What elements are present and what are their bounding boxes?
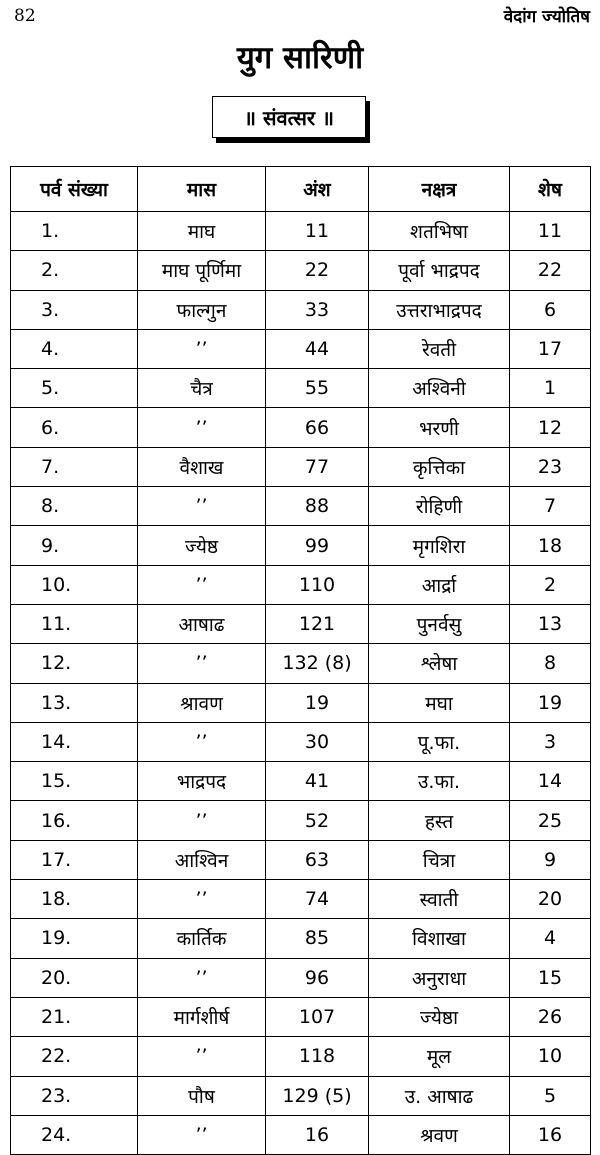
nakshatra-cell: शतभिषा xyxy=(369,212,510,251)
month-cell: ’’ xyxy=(138,1037,266,1076)
month-cell: ’’ xyxy=(138,408,266,447)
month-cell: ’’ xyxy=(138,329,266,368)
nakshatra-cell: उत्तराभाद्रपद xyxy=(369,290,510,329)
remainder-cell: 4 xyxy=(510,919,591,958)
nakshatra-cell: रोहिणी xyxy=(369,487,510,526)
table-row xyxy=(11,604,591,643)
remainder-cell: 23 xyxy=(510,447,591,486)
degree-cell: 121 xyxy=(266,604,369,643)
table-row xyxy=(11,762,591,801)
degree-cell: 22 xyxy=(266,251,369,290)
parva-number-cell: 24. xyxy=(11,1115,138,1154)
degree-cell: 129 (5) xyxy=(266,1076,369,1115)
page-number: 82 xyxy=(14,6,36,26)
column-header: अंश xyxy=(266,167,369,212)
month-cell: ’’ xyxy=(138,958,266,997)
table-row xyxy=(11,683,591,722)
month-cell: फाल्गुन xyxy=(138,290,266,329)
nakshatra-cell: ज्येष्ठा xyxy=(369,997,510,1036)
nakshatra-cell: उ.फा. xyxy=(369,762,510,801)
nakshatra-cell: मूल xyxy=(369,1037,510,1076)
degree-cell: 132 (8) xyxy=(266,644,369,683)
remainder-cell: 16 xyxy=(510,1115,591,1154)
remainder-cell: 10 xyxy=(510,1037,591,1076)
degree-cell: 11 xyxy=(266,212,369,251)
nakshatra-cell: आर्द्रा xyxy=(369,565,510,604)
nakshatra-cell: अनुराधा xyxy=(369,958,510,997)
degree-cell: 118 xyxy=(266,1037,369,1076)
column-header: पर्व संख्या xyxy=(11,167,138,212)
degree-cell: 110 xyxy=(266,565,369,604)
nakshatra-cell: उ. आषाढ xyxy=(369,1076,510,1115)
degree-cell: 96 xyxy=(266,958,369,997)
month-cell: वैशाख xyxy=(138,447,266,486)
nakshatra-cell: हस्त xyxy=(369,801,510,840)
remainder-cell: 19 xyxy=(510,683,591,722)
table-row xyxy=(11,1115,591,1154)
month-cell: भाद्रपद xyxy=(138,762,266,801)
month-cell: ’’ xyxy=(138,644,266,683)
month-cell: आश्विन xyxy=(138,840,266,879)
table-row xyxy=(11,565,591,604)
parva-number-cell: 10. xyxy=(11,565,138,604)
yuga-table xyxy=(10,166,591,1155)
parva-number-cell: 21. xyxy=(11,997,138,1036)
nakshatra-cell: विशाखा xyxy=(369,919,510,958)
parva-number-cell: 11. xyxy=(11,604,138,643)
parva-number-cell: 16. xyxy=(11,801,138,840)
nakshatra-cell: चित्रा xyxy=(369,840,510,879)
parva-number-cell: 13. xyxy=(11,683,138,722)
degree-cell: 77 xyxy=(266,447,369,486)
parva-number-cell: 4. xyxy=(11,329,138,368)
table-row xyxy=(11,722,591,761)
table-row xyxy=(11,880,591,919)
nakshatra-cell: अश्विनी xyxy=(369,369,510,408)
degree-cell: 66 xyxy=(266,408,369,447)
table-row xyxy=(11,487,591,526)
month-cell: चैत्र xyxy=(138,369,266,408)
nakshatra-cell: भरणी xyxy=(369,408,510,447)
parva-number-cell: 19. xyxy=(11,919,138,958)
table-row xyxy=(11,644,591,683)
nakshatra-cell: कृत्तिका xyxy=(369,447,510,486)
table-row xyxy=(11,526,591,565)
degree-cell: 107 xyxy=(266,997,369,1036)
nakshatra-cell: पूर्वा भाद्रपद xyxy=(369,251,510,290)
parva-number-cell: 1. xyxy=(11,212,138,251)
nakshatra-cell: मृगशिरा xyxy=(369,526,510,565)
month-cell: पौष xyxy=(138,1076,266,1115)
degree-cell: 19 xyxy=(266,683,369,722)
degree-cell: 52 xyxy=(266,801,369,840)
remainder-cell: 17 xyxy=(510,329,591,368)
table-row xyxy=(11,958,591,997)
column-header: नक्षत्र xyxy=(369,167,510,212)
nakshatra-cell: पुनर्वसु xyxy=(369,604,510,643)
table-row xyxy=(11,801,591,840)
remainder-cell: 18 xyxy=(510,526,591,565)
table-row xyxy=(11,919,591,958)
nakshatra-cell: स्वाती xyxy=(369,880,510,919)
month-cell: ’’ xyxy=(138,801,266,840)
degree-cell: 30 xyxy=(266,722,369,761)
table-row xyxy=(11,997,591,1036)
parva-number-cell: 7. xyxy=(11,447,138,486)
month-cell: ’’ xyxy=(138,1115,266,1154)
table-row xyxy=(11,329,591,368)
remainder-cell: 12 xyxy=(510,408,591,447)
remainder-cell: 26 xyxy=(510,997,591,1036)
month-cell: कार्तिक xyxy=(138,919,266,958)
page-title: युग सारिणी xyxy=(236,40,364,76)
remainder-cell: 15 xyxy=(510,958,591,997)
month-cell: मार्गशीर्ष xyxy=(138,997,266,1036)
degree-cell: 85 xyxy=(266,919,369,958)
subtitle: ॥ संवत्सर ॥ xyxy=(244,105,334,130)
column-header: मास xyxy=(138,167,266,212)
remainder-cell: 1 xyxy=(510,369,591,408)
month-cell: माघ पूर्णिमा xyxy=(138,251,266,290)
parva-number-cell: 2. xyxy=(11,251,138,290)
remainder-cell: 9 xyxy=(510,840,591,879)
parva-number-cell: 23. xyxy=(11,1076,138,1115)
parva-number-cell: 5. xyxy=(11,369,138,408)
month-cell: ’’ xyxy=(138,487,266,526)
remainder-cell: 6 xyxy=(510,290,591,329)
remainder-cell: 22 xyxy=(510,251,591,290)
nakshatra-cell: श्रवण xyxy=(369,1115,510,1154)
column-header: शेष xyxy=(510,167,591,212)
nakshatra-cell: मघा xyxy=(369,683,510,722)
degree-cell: 88 xyxy=(266,487,369,526)
remainder-cell: 2 xyxy=(510,565,591,604)
parva-number-cell: 14. xyxy=(11,722,138,761)
table-header-row xyxy=(11,167,591,212)
table-row xyxy=(11,369,591,408)
remainder-cell: 14 xyxy=(510,762,591,801)
table-row xyxy=(11,290,591,329)
degree-cell: 16 xyxy=(266,1115,369,1154)
table-row xyxy=(11,212,591,251)
table-row xyxy=(11,1076,591,1115)
month-cell: ज्येष्ठ xyxy=(138,526,266,565)
parva-number-cell: 9. xyxy=(11,526,138,565)
nakshatra-cell: श्लेषा xyxy=(369,644,510,683)
month-cell: श्रावण xyxy=(138,683,266,722)
month-cell: आषाढ xyxy=(138,604,266,643)
parva-number-cell: 12. xyxy=(11,644,138,683)
table-body xyxy=(11,212,591,1155)
month-cell: ’’ xyxy=(138,722,266,761)
parva-number-cell: 15. xyxy=(11,762,138,801)
nakshatra-cell: पू.फा. xyxy=(369,722,510,761)
month-cell: ’’ xyxy=(138,880,266,919)
parva-number-cell: 3. xyxy=(11,290,138,329)
degree-cell: 44 xyxy=(266,329,369,368)
nakshatra-cell: रेवती xyxy=(369,329,510,368)
parva-number-cell: 6. xyxy=(11,408,138,447)
running-head: वेदांग ज्योतिष xyxy=(503,7,590,27)
degree-cell: 74 xyxy=(266,880,369,919)
remainder-cell: 5 xyxy=(510,1076,591,1115)
month-cell: ’’ xyxy=(138,565,266,604)
table-row xyxy=(11,251,591,290)
table-row xyxy=(11,447,591,486)
remainder-cell: 13 xyxy=(510,604,591,643)
degree-cell: 55 xyxy=(266,369,369,408)
parva-number-cell: 18. xyxy=(11,880,138,919)
table-row xyxy=(11,1037,591,1076)
degree-cell: 63 xyxy=(266,840,369,879)
parva-number-cell: 8. xyxy=(11,487,138,526)
table-row xyxy=(11,840,591,879)
remainder-cell: 11 xyxy=(510,212,591,251)
degree-cell: 99 xyxy=(266,526,369,565)
remainder-cell: 8 xyxy=(510,644,591,683)
remainder-cell: 25 xyxy=(510,801,591,840)
remainder-cell: 7 xyxy=(510,487,591,526)
table-row xyxy=(11,408,591,447)
parva-number-cell: 20. xyxy=(11,958,138,997)
degree-cell: 41 xyxy=(266,762,369,801)
parva-number-cell: 17. xyxy=(11,840,138,879)
parva-number-cell: 22. xyxy=(11,1037,138,1076)
remainder-cell: 20 xyxy=(510,880,591,919)
degree-cell: 33 xyxy=(266,290,369,329)
remainder-cell: 3 xyxy=(510,722,591,761)
month-cell: माघ xyxy=(138,212,266,251)
subtitle-box xyxy=(212,96,366,138)
